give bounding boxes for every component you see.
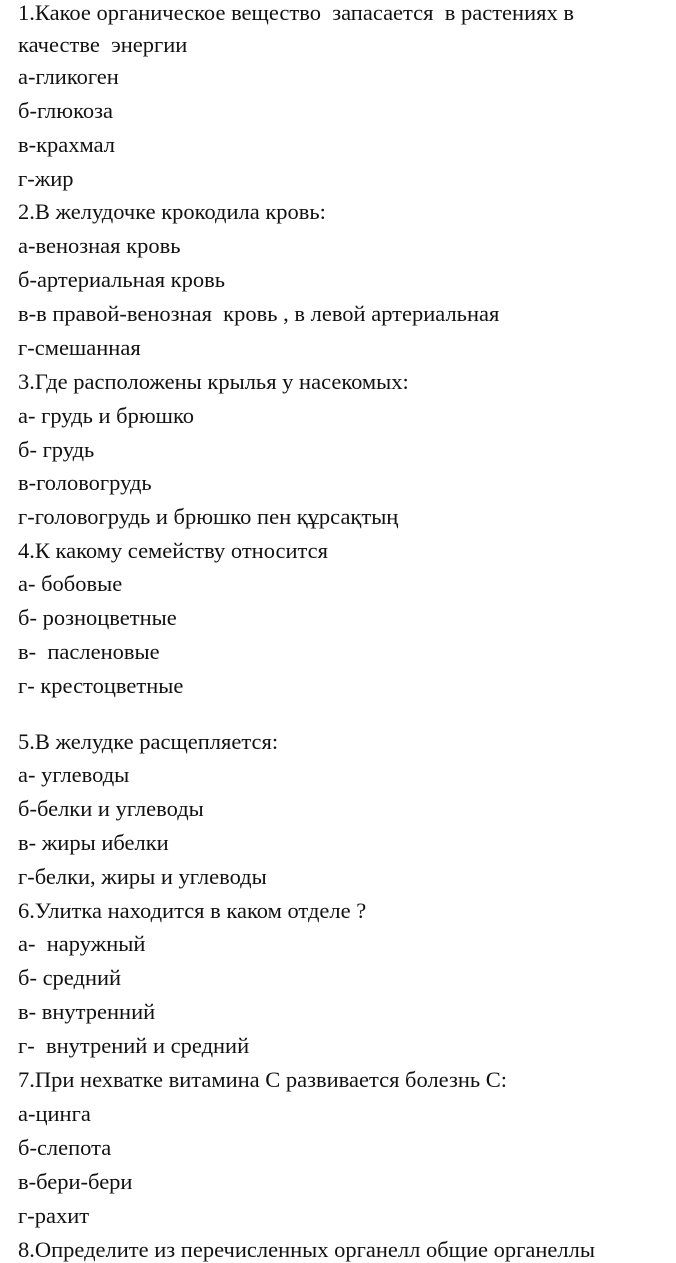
- q3-text: 3.Где расположены крылья у насекомых:: [18, 369, 409, 394]
- q6-option-a: а- наружный: [18, 931, 146, 956]
- q1-option-c: в-крахмал: [18, 132, 116, 157]
- q5-option-c: в- жиры ибелки: [18, 830, 169, 855]
- q2-option-a: а-венозная кровь: [18, 233, 181, 258]
- q1-option-d: г-жир: [18, 166, 74, 191]
- q6-text: 6.Улитка находится в каком отделе ?: [18, 898, 367, 923]
- q4-option-b: б- розноцветные: [18, 605, 177, 630]
- q2-option-d: г-смешанная: [18, 335, 141, 360]
- q4-text: 4.К какому семейству относится: [18, 538, 328, 563]
- q2-option-b: б-артериальная кровь: [18, 267, 225, 292]
- q7-option-c: в-бери-бери: [18, 1169, 133, 1194]
- q4-option-a: а- бобовые: [18, 571, 123, 596]
- q2-text: 2.В желудочке крокодила кровь:: [18, 199, 326, 224]
- q1-text-line-2: качестве энергии: [18, 32, 188, 57]
- q4-option-c: в- пасленовые: [18, 639, 160, 664]
- q1-option-a: а-гликоген: [18, 64, 119, 89]
- q1-text-line-1: 1.Какое органическое вещество запасается в растениях в: [18, 0, 574, 25]
- q5-text: 5.В желудке расщепляется:: [18, 729, 279, 754]
- q4-option-d: г- крестоцветные: [18, 673, 184, 698]
- q7-text: 7.При нехватке витамина С развивается болезнь С:: [18, 1067, 508, 1092]
- q3-option-c: в-головогрудь: [18, 470, 152, 495]
- q3-option-b: б- грудь: [18, 437, 95, 462]
- q6-option-b: б- средний: [18, 965, 122, 990]
- q7-option-a: а-цинга: [18, 1101, 91, 1126]
- q5-option-a: а- углеводы: [18, 762, 130, 787]
- q3-option-d: г-головогрудь и брюшко пен құрсақтың: [18, 504, 399, 529]
- q1-option-b: б-глюкоза: [18, 98, 113, 123]
- q7-option-d: г-рахит: [18, 1203, 90, 1228]
- quiz-document: [18, 0, 668, 1262]
- q8-text: 8.Определите из перечисленных органелл общие органеллы: [18, 1237, 595, 1262]
- q6-option-d: г- внутрений и средний: [18, 1033, 250, 1058]
- q5-option-d: г-белки, жиры и углеводы: [18, 864, 267, 889]
- q6-option-c: в- внутренний: [18, 999, 156, 1024]
- q7-option-b: б-слепота: [18, 1135, 112, 1160]
- q5-option-b: б-белки и углеводы: [18, 796, 204, 821]
- q2-option-c: в-в правой-венозная кровь , в левой артериальная: [18, 301, 500, 326]
- q3-option-a: а- грудь и брюшко: [18, 403, 194, 428]
